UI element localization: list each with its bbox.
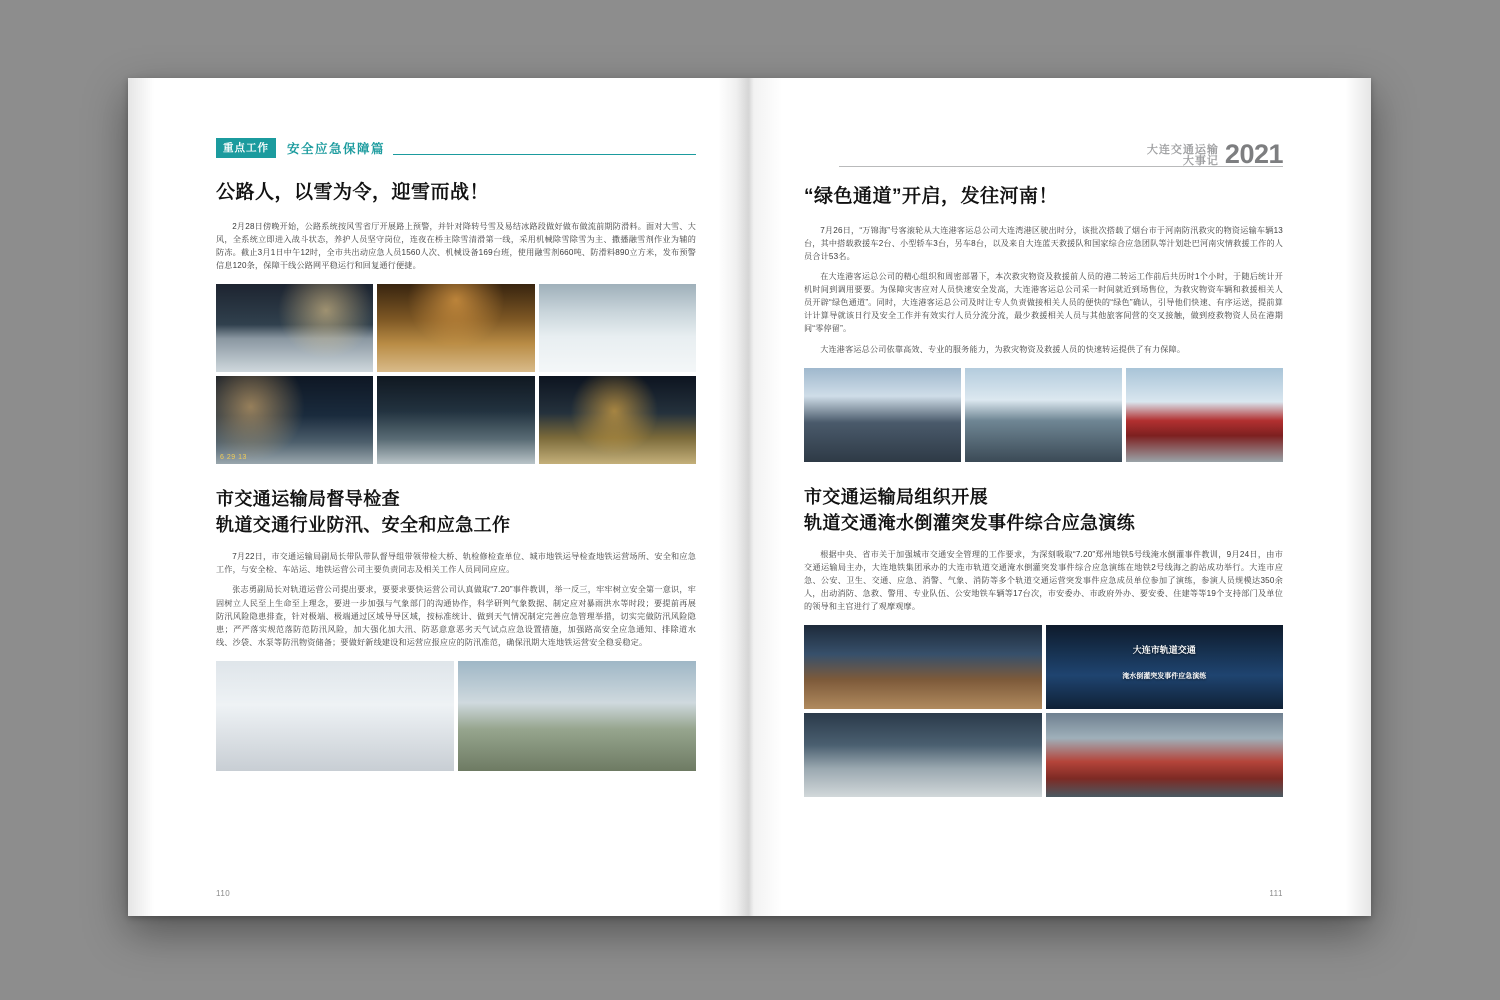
right-article1-paragraph-2: 在大连港客运总公司的精心组织和周密部署下，本次救灾物资及救援前人员的港二转运工作前后共历时1个小时，于随后统计开机时间到调用要要。为保障灾害应对人员快速安全发高，大连港客运总公司采一时间就近到场售位，为救灾物资车辆和救援相关人员开辟“绿色通道”。同时，大连港客运总公司及时让专人负责做接相关人员的便快的“绿色”确认，引导他们快速、有序运送，提前算计计算导就该日行及安全工作并有效实行人员分流分流，最少救援相关人员与其他旅客间营的交叉接触，做到疫救物资人员在港期间“零停留”。 bbox=[804, 271, 1283, 334]
photo-depot-vehicles bbox=[377, 376, 534, 464]
magazine-spread bbox=[128, 78, 1371, 916]
right-article1-paragraph-1: 7月26日，“万锦海”号客滚轮从大连港客运总公司大连湾港区驶出时分，该批次搭载了烟台市于河南防汛救灾的物资运输车辆13台，其中搭载救援车2台、小型轿车3台，另车8台，以及来自大连蓝天救援队和国家综合应急团队等汁划赴巴河南灾情救援工作的人员合计53名。 bbox=[804, 225, 1283, 261]
photo-red-relief-trucks bbox=[1126, 368, 1283, 462]
left-page-header bbox=[216, 138, 696, 158]
left-article2-title bbox=[216, 486, 696, 538]
brand-chinese bbox=[1147, 145, 1219, 168]
photo-rescue-team-assembly bbox=[804, 368, 961, 462]
drill-banner-line2: 淹水倒灌突发事件应急演练 bbox=[1122, 672, 1207, 680]
photo-roro-vessel-loading bbox=[965, 368, 1122, 462]
photo-station-inspection bbox=[216, 661, 454, 771]
section-subtitle: 安全应急保障篇 bbox=[287, 142, 386, 156]
left-article2-title-line1: 市交通运输局督导检查 bbox=[216, 489, 400, 510]
photo-control-room-briefing bbox=[804, 625, 1042, 709]
right-article1-paragraph-3: 大连港客运总公司依靠高效、专业的服务能力，为救灾物资及救援人员的快速转运提供了有力保障。 bbox=[820, 344, 1186, 354]
right-article2-title bbox=[804, 484, 1283, 536]
photo-drill-backdrop-banner bbox=[1046, 625, 1284, 709]
right-article1-title: “绿色通道”开启，发往河南！ bbox=[804, 186, 1059, 207]
photo-timestamp-caption: 6 29 13 bbox=[220, 454, 247, 462]
photo-rescue-stretcher-team bbox=[1046, 713, 1284, 797]
right-page bbox=[750, 78, 1371, 916]
photo-medical-first-aid bbox=[804, 713, 1042, 797]
photo-site-drainage-inspection bbox=[458, 661, 696, 771]
photo-salt-dump-truck bbox=[539, 376, 696, 464]
photo-loader-clearing-road bbox=[539, 284, 696, 372]
brand-line-2: 大事记 bbox=[1182, 155, 1219, 168]
left-article2-paragraph-2: 张志勇副局长对轨道运营公司提出要求，要要求要快运营公司认真做取“7.20”事件教训，举一反三，牢牢树立安全第一意识，牢固树立人民至上生命至上理念，要进一步加强与气象部门的沟通协作，科学研判气象数据、制定应对暴雨洪水等时段；要提前再展防汛风险隐患排查，针对极端、极端通过区域导导区域，按标准统计、做到天气情况制定完善应急管理举措，切实完做防汛风险隐患；严严落实规范落防范防汛风险，加大强化加大汛、防恶意意恶劣天气试点应急设置措施，加强路高安全应急通知、排除道水线、沙袋、水泵等防汛物资储备；要做好新线建设和运营应报应应的防汛准范，确保汛期大连地铁运营安全稳妥稳定。 bbox=[216, 585, 696, 647]
left-page bbox=[128, 78, 750, 916]
drill-banner-line1: 大连市轨道交通 bbox=[1132, 644, 1196, 655]
right-article2-title-line1: 市交通运输局组织开展 bbox=[804, 486, 988, 507]
brand-line-1: 大连交通运输 bbox=[1146, 143, 1219, 156]
photo-snow-plow-night bbox=[216, 284, 373, 372]
left-article1-paragraph-1: 2月28日傍晚开始，公路系统按风雪省厅开展路上预警，并针对降转号雪及易结冰路段做好做布做流前期防滑料。面对大雪、大风，全系统立即进入战斗状态，养护人员坚守岗位，连夜在桥主除雪清滑第一线，采用机械除雪除雪为主、撒播融雪剂作业为辅的防冻。截止3月1日中午12时，全市共出动应急人员1560人次、机械设备169台班，使用融雪剂660吨、防滑料890立方米，发布预警信息120条，保障干线公路网平稳运行和回复通行便捷。 bbox=[216, 221, 696, 270]
header-rule bbox=[393, 138, 696, 155]
photo-night-street-cleanup bbox=[216, 376, 373, 464]
right-page-number: 111 bbox=[1269, 889, 1283, 898]
right-article2-photo-grid bbox=[804, 625, 1283, 797]
right-article2-title-line2: 轨道交通淹水倒灌突发事件综合应急演练 bbox=[804, 512, 1136, 533]
left-article1-photo-grid bbox=[216, 284, 696, 464]
left-article2-paragraph-1: 7月22日，市交通运输局副局长带队带队督导组带领带检大桥、轨检修检查单位、城市地铁运导检查地铁运营场所、安全和应急工作，与安全检、车站运、地铁运营公司主要负责同志及相关工作人员同同应应。 bbox=[216, 552, 696, 575]
left-page-number: 110 bbox=[216, 889, 231, 898]
left-article2-title-line2: 轨道交通行业防汛、安全和应急工作 bbox=[216, 515, 511, 536]
section-tag: 重点工作 bbox=[216, 138, 276, 158]
left-article2-photo-grid bbox=[216, 661, 696, 771]
right-article2-paragraph-1: 根据中央、省市关于加强城市交通安全管理的工作要求，为深刻吸取“7.20”郑州地铁5号线淹水倒灌事件教训，9月24日，由市交通运输局主办，大连地铁集团承办的大连市轨道交通淹水倒灌突发事件综合应急演练在地铁2号线海之韵站成功举行。大连市应急、公安、卫生、交通、应急、消警、气象、消防等多个轨道交通运营突发事件应急成员单位参加了演练，参演人员规模达350余人，出动消防、急救、警用、专业队伍、公安地铁车辆等17台次，市安委办、市政府外办、要安委、住建等等19个支持部门及单位的领导和主官进行了观摩观摩。 bbox=[804, 549, 1283, 612]
brand-year: 2021 bbox=[1224, 139, 1283, 170]
left-article1-title: 公路人，以雪为令，迎雪而战！ bbox=[216, 182, 490, 203]
right-header-rule bbox=[839, 166, 1283, 167]
right-page-header bbox=[804, 138, 1283, 168]
right-article1-photo-grid bbox=[804, 368, 1283, 462]
photo-workers-shovel-night bbox=[377, 284, 534, 372]
